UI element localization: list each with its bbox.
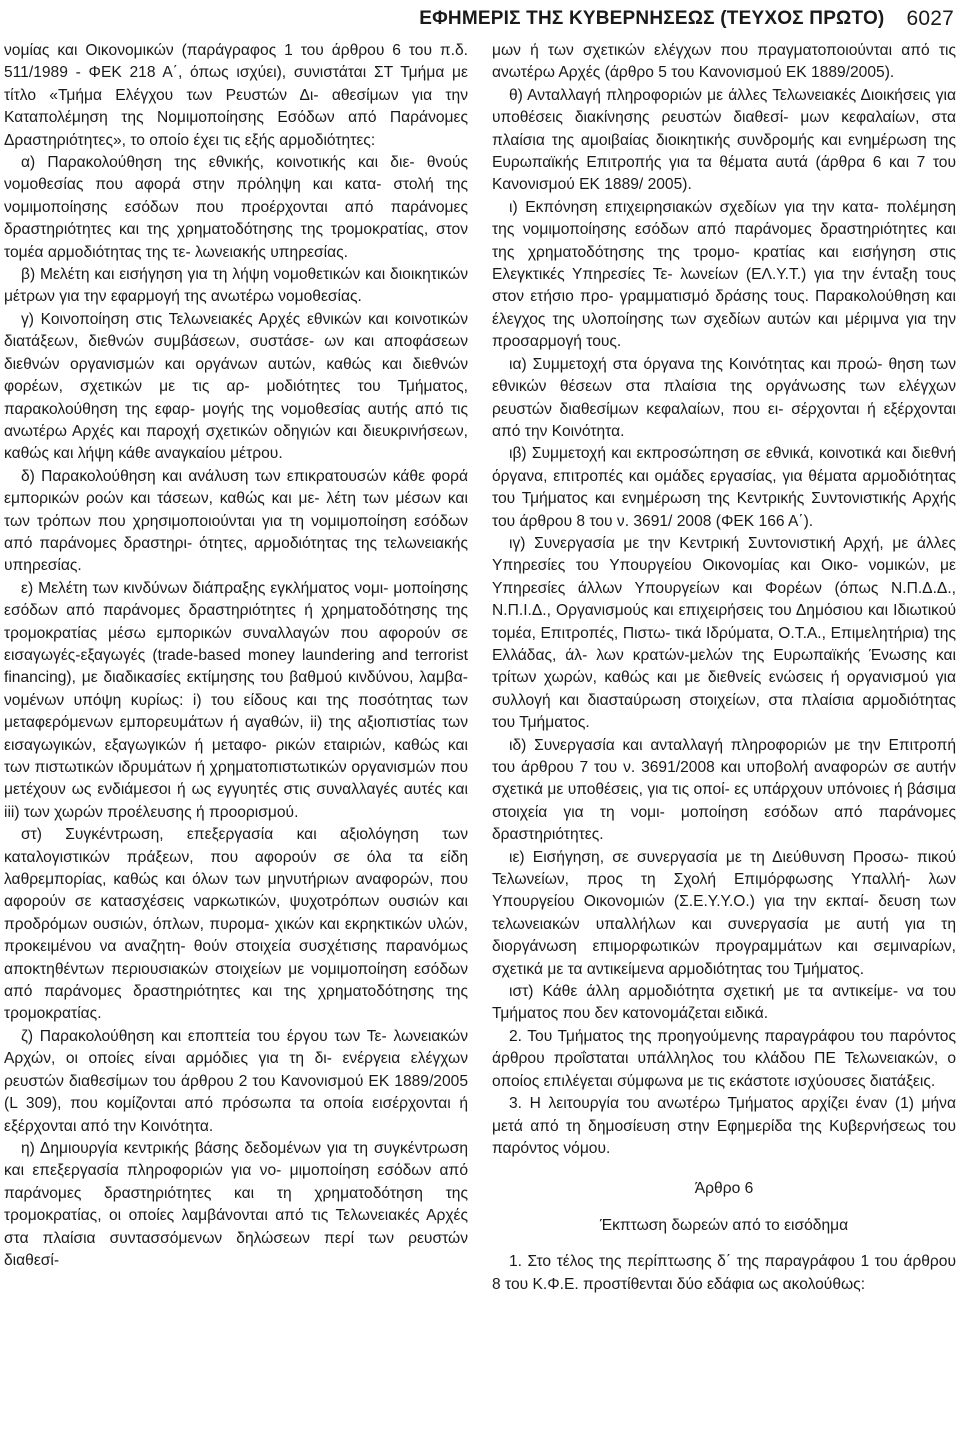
paragraph: 2. Του Τμήματος της προηγούμενης παραγράφου του παρόντος άρθρου προΐσταται υπάλληλος του κλάδου ΠΕ Τελωνειακών, ο οποίος επιλέγεται σύμφωνα με τις εκάστοτε ισχύουσες διατάξεις.	[492, 1027, 956, 1090]
paragraph: νομίας και Οικονομικών (παράγραφος 1 του άρθρου 6 του π.δ. 511/1989 ‑ ΦΕΚ 218 Α΄, όπως ισχύει), συνιστάται ΣΤ Τμήμα με τίτλο «Τμήμα Ελέγχου των Ρευστών Δι- αθεσίμων για την Καταπολέμηση της Νομιμοποίησης Εσόδων από Παράνομες Δραστηριότητες», το οποίο έχει τις εξής αρμοδιότητες:	[4, 42, 468, 149]
paragraph: γ) Κοινοποίηση στις Τελωνειακές Αρχές εθνικών και κοινοτικών διατάξεων, διεθνών συμβάσεων, συστάσε- ων και αποφάσεων διεθνών οργανισμών και οργάνων αυτών, καθώς και διεθνών φορέων, σχετικών με τις αρ- μοδιότητες του Τμήματος, παρακολούθηση της εφαρ- μογής της νομοθεσίας αυτής από τις ανωτέρω Αρχές και παροχή σχετικών οδηγιών και διευκρινήσεων, καθώς και λήψη κάθε αναγκαίου μέτρου.	[4, 310, 468, 463]
article-heading: Άρθρο 6	[694, 1180, 754, 1198]
page-header	[0, 2, 954, 36]
paragraph: ιδ) Συνεργασία και ανταλλαγή πληροφοριών με την Επιτροπή του άρθρου 7 του ν. 3691/2008 και υποβολή αναφορών σε αυτήν σχετικά με υποθέσεις, για τις οποί- ες υπάρχουν υπόνοιες ή βάσιμα στοιχεία για τη νομι- μοποίηση εσόδων από παράνομες δραστηριότητες.	[492, 736, 956, 844]
page-number: 6027	[906, 7, 954, 30]
paragraph: ιβ) Συμμετοχή και εκπροσώπηση σε εθνικά, κοινοτικά και διεθνή όργανα, επιτροπές και ομάδες εργασίας, για θέματα αρμοδιότητας του Τμήματος και ενημέρωση της Κεντρικής Συντονιστικής Αρχής του άρθρου 8 του ν. 3691/ 2008 (ΦΕΚ 166 Α΄).	[492, 445, 956, 530]
article-subheading: Έκπτωση δωρεών από το εισόδημα	[599, 1216, 849, 1234]
paragraph: ιε) Εισήγηση, σε συνεργασία με τη Διεύθυνση Προσω- πικού Τελωνείων, προς τη Σχολή Επιμόρφωσης Υπαλλή- λων Υπουργείου Οικονομιών (Σ.Ε.Υ.Υ.Ο.) για την εκπαί- δευση των τελωνειακών υπαλλήλων και συνεργασία με αυτή για τη διοργάνωση επιμορφωτικών προγραμμάτων και σεμιναρίων, σχετικά με τα αντικείμενα αρμοδιότητας του Τμήματος.	[492, 848, 956, 978]
paragraph: ιστ) Κάθε άλλη αρμοδιότητα σχετική με τα αντικείμε- να του Τμήματος που δεν κατονομάζεται ειδικά.	[492, 983, 956, 1023]
paragraph: 3. Η λειτουργία του ανωτέρω Τμήματος αρχίζει έναν (1) μήνα μετά από τη δημοσίευση στην Εφημερίδα της Κυβερνήσεως του παρόντος νόμου.	[492, 1095, 956, 1157]
paragraph: στ) Συγκέντρωση, επεξεργασία και αξιολόγηση των καταλογιστικών πράξεων, που αφορούν σε όλα τα είδη λαθρεμπορίας, καθώς και όλων των μηνυτήριων αναφορών, που αφορούν σε κατασχέσεις ναρκωτικών, ψυχοτρόπων ουσιών και προδρόμων ουσιών, όπλων, πυρομα- χικών και εκρηκτικών υλών, προκειμένου να αναζητη- θούν στοιχεία συσχέτισης παρανόμως αποκτηθέντων περιουσιακών στοιχείων με νομιμοποίηση εσόδων από παράνομες δραστηριότητες και της χρηματοδότησης της τρομοκρατίας.	[4, 826, 468, 1023]
paragraph: θ) Ανταλλαγή πληροφοριών με άλλες Τελωνειακές Διοικήσεις για υποθέσεις διακίνησης ρευστών διαθεσί- μων κεφαλαίων, στα πλαίσια της αμοιβαίας διοικητικής συνδρομής και ενημέρωση της Ευρωπαϊκής Επιτροπής για τα θέματα αυτά (άρθρα 6 και 7 του Κανονισμού ΕΚ 1889/ 2005).	[492, 86, 956, 194]
paragraph: α) Παρακολούθηση της εθνικής, κοινοτικής και διε- θνούς νομοθεσίας που αφορά στην πρόληψη και κατα- στολή της νομιμοποίησης εσόδων που προέρχονται από παράνομες δραστηριότητες και της χρηματοδότησης της τρομοκρατίας, στον τομέα αρμοδιότητας της τε- λωνειακής υπηρεσίας.	[4, 154, 468, 261]
paragraph: ιγ) Συνεργασία με την Κεντρική Συντονιστική Αρχή, με άλλες Υπηρεσίες του Υπουργείου Οικονομίας και Οικο- νομικών, με Υπηρεσίες άλλων Υπουργείων και Φορέων (όπως Ν.Π.Δ.Δ., Ν.Π.Ι.Δ., Οργανισμούς και επιχειρήσεις του Δημόσιου και Ιδιωτικού τομέα, Επιτροπές, Πιστω- τικά Ιδρύματα, Ο.Τ.Α., Επιμελητήρια) της Ελλάδας, άλ- λων κρατών-μελών της Ευρωπαϊκής Ένωσης και τρίτων χωρών, καθώς και με διεθνείς ενώσεις ή οργανισμού για συλλογή και διασταύρωση στοιχείων, στα πλαίσια αρμοδιότητας του Τμήματος.	[492, 534, 956, 732]
paragraph: δ) Παρακολούθηση και ανάλυση των επικρατουσών κάθε φορά εμπορικών ροών και τάσεων, καθώς και με- λέτη των μέσων και των τρόπων που χρησιμοποιούνται για τη νομιμοποίηση εσόδων από παράνομες δραστηρι- ότητες, αρμοδιότητας της τελωνειακής υπηρεσίας.	[4, 467, 468, 575]
gazette-title: ΕΦΗΜΕΡΙΣ ΤΗΣ ΚΥΒΕΡΝΗΣΕΩΣ (ΤΕΥΧΟΣ ΠΡΩΤΟ)	[419, 8, 885, 29]
right-column	[492, 40, 956, 1296]
paragraph: 1. Στο τέλος της περίπτωσης δ΄ της παραγράφου 1 του άρθρου 8 του Κ.Φ.Ε. προστίθενται δύο εδάφια ως ακολούθως:	[492, 1253, 956, 1293]
paragraph: β) Μελέτη και εισήγηση για τη λήψη νομοθετικών και διοικητικών μέτρων για την εφαρμογή της ανωτέρω νομοθεσίας.	[4, 266, 468, 306]
paragraph: ι) Εκπόνηση επιχειρησιακών σχεδίων για την κατα- πολέμηση της νομιμοποίησης εσόδων από παράνομες δραστηριότητες και της χρηματοδότησης της τρομο- κρατίας και εισήγηση στις Ελεγκτικές Υπηρεσίες Τε- λωνείων (ΕΛ.Υ.Τ.) για την ένταξη τους στον ετήσιο προ- γραμματισμό δράσης τους. Παρακολούθηση και έλεγχος της υλοποίησης των σχεδίων αυτών και μέριμνα για την προσαρμογή τους.	[492, 198, 956, 351]
left-column	[4, 40, 468, 1272]
paragraph: ζ) Παρακολούθηση και εποπτεία του έργου των Τε- λωνειακών Αρχών, οι οποίες είναι αρμόδιες για τη δι- ενέργεια ελέγχων ρευστών διαθεσίμων του άρθρου 2 του Κανονισμού ΕΚ 1889/2005 (L 309), που κομίζονται από πρόσωπα τα οποία εισέρχονται ή εξέρχονται από την Κοινότητα.	[4, 1027, 468, 1135]
paragraph: η) Δημιουργία κεντρικής βάσης δεδομένων για τη συγκέντρωση και επεξεργασία πληροφοριών για νο- μιμοποίηση εσόδων από παράνομες δραστηριότητες και τη χρηματοδότηση της τρομοκρατίας, οι οποίες λαμβάνονται από τις Τελωνειακές Αρχές στα πλαίσια συντασσόμενων δηλώσεων περί των ρευστών διαθεσί-	[4, 1139, 468, 1269]
paragraph: ε) Μελέτη των κινδύνων διάπραξης εγκλήματος νομι- μοποίησης εσόδων από παράνομες δραστηριότητες ή χρηματοδότησης της τρομοκρατίας μέσω εμπορικών συναλλαγών που αφορούν σε εισαγωγές-εξαγωγές (trade-based money laundering and terrorist financing), με διαδικασίες εκτίμησης του βαθμού κινδύνου, λαμβα- νομένων υπόψη κυρίως: i) του είδους και της ποσότητας των μεταφερόμενων εμπορευμάτων ή αγαθών, ii) της αξιοπιστίας των εισαγωγικών, εξαγωγικών ή μεταφο- ρικών εταιριών, καθώς και των πιστωτικών ιδρυμάτων ή χρηματοπιστωτικών οργανισμών που μετέχουν ως ενδιάμεσοι ή ως εγγυητές στις συναλλαγές αυτές και iii) των χωρών προέλευσης ή προορισμού.	[4, 579, 468, 821]
paragraph: ια) Συμμετοχή στα όργανα της Κοινότητας και προώ- θηση των εθνικών θέσεων στα πλαίσια της οργάνωσης των ελέγχων ρευστών διαθεσίμων κεφαλαίων, που ει- σέρχονται ή εξέρχονται από την Κοινότητα.	[492, 355, 956, 440]
paragraph: μων ή των σχετικών ελέγχων που πραγματοποιούνται από τις ανωτέρω Αρχές (άρθρο 5 του Κανονισμού ΕΚ 1889/2005).	[492, 42, 956, 82]
